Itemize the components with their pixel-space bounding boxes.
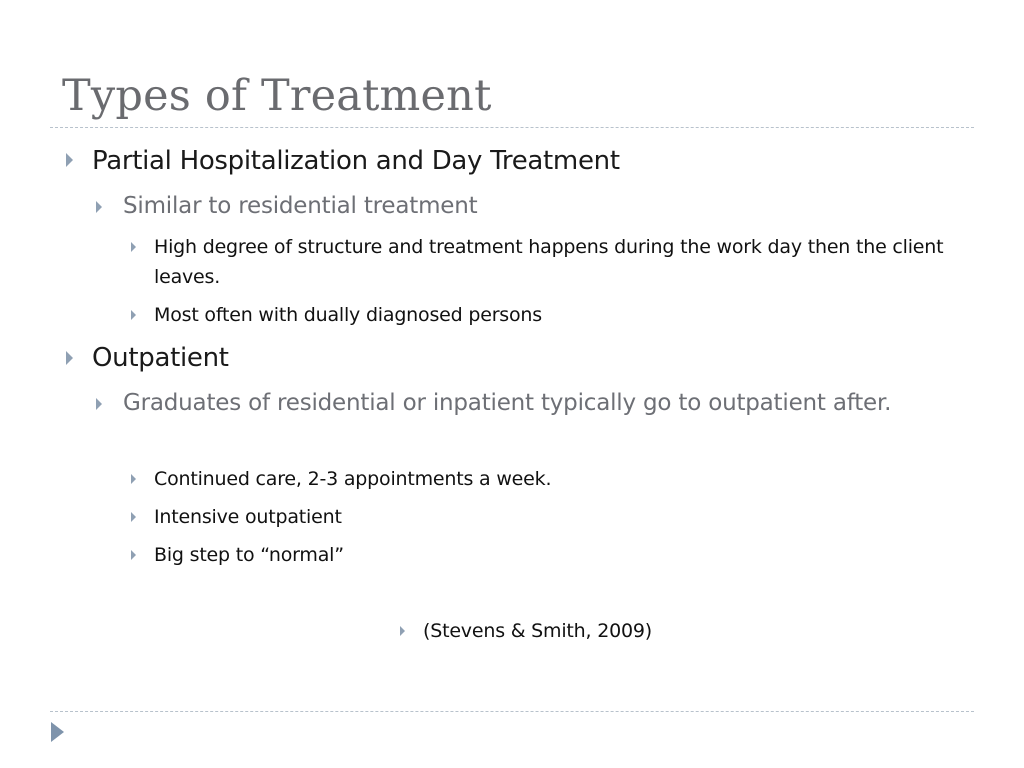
bullet-arrow-icon [131, 512, 136, 522]
bullet-arrow-icon [66, 153, 73, 167]
bullet-arrow-icon [66, 351, 73, 365]
bullet-similar-residential: Similar to residential treatment [123, 193, 478, 219]
bullet-partial-hospitalization: Partial Hospitalization and Day Treatment [92, 146, 620, 176]
bullet-outpatient: Outpatient [92, 343, 229, 373]
bullet-dually-diagnosed: Most often with dually diagnosed persons [154, 304, 542, 326]
bullet-arrow-icon [131, 550, 136, 560]
bullet-arrow-icon [400, 626, 405, 636]
bullet-arrow-icon [96, 201, 102, 213]
title-divider [50, 127, 974, 128]
bullet-intensive-outpatient: Intensive outpatient [154, 506, 342, 528]
bullet-arrow-icon [131, 310, 136, 320]
bullet-high-degree-structure: High degree of structure and treatment happens during the work day then the client leaves. [154, 236, 944, 288]
next-slide-arrow-icon[interactable] [51, 722, 64, 742]
bullet-big-step-normal: Big step to “normal” [154, 544, 344, 566]
slide-title: Types of Treatment [62, 71, 492, 121]
bullet-arrow-icon [131, 474, 136, 484]
bullet-arrow-icon [131, 242, 136, 252]
citation: (Stevens & Smith, 2009) [423, 620, 652, 642]
footer-divider [50, 711, 974, 712]
bullet-continued-care: Continued care, 2-3 appointments a week. [154, 468, 552, 490]
bullet-graduates-residential: Graduates of residential or inpatient typically go to outpatient after. [123, 390, 892, 416]
bullet-arrow-icon [96, 398, 102, 410]
